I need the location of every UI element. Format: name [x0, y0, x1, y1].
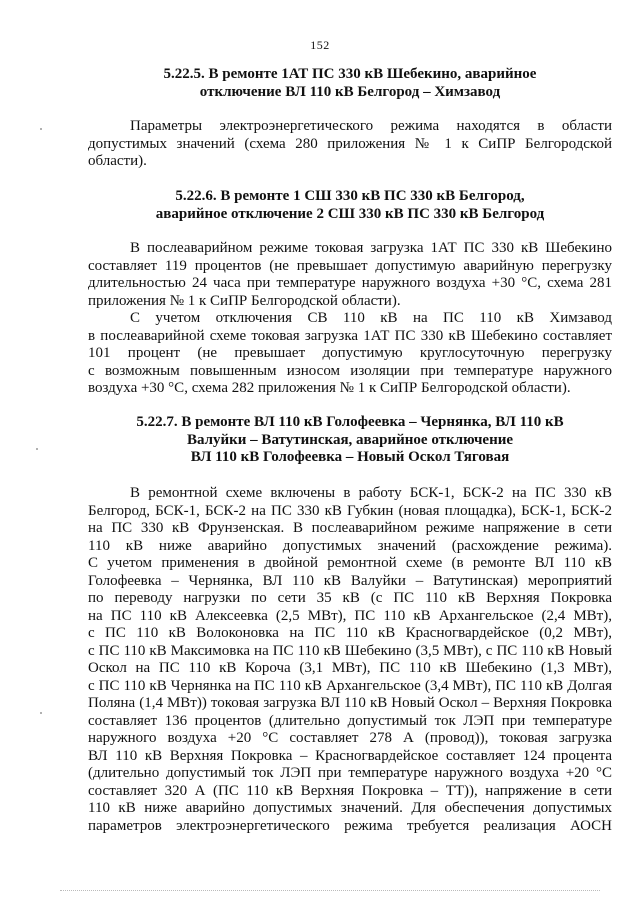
paragraph-line: приложения № 1 к СиПР Белгородской области). — [88, 292, 401, 309]
paragraph-line: В послеаварийном режиме токовая загрузка 1АТ ПС 330 кВ Шебекино — [130, 240, 612, 256]
paragraph-line: 110 кВ ниже аварийно допустимых значений. Для обеспечения допустимых — [88, 800, 612, 816]
section-5-22-7-body — [88, 485, 612, 835]
paragraph-line: по переводу нагрузки по сети 35 кВ (с ПС 110 кВ Верхняя Покровка — [88, 590, 612, 606]
heading-line: отключение ВЛ 110 кВ Белгород – Химзавод — [199, 83, 501, 100]
paragraph-line: Оскол на ПС 110 кВ Корочa (3,1 МВт), ПС 110 кВ Шебекино (1,3 МВт), — [88, 660, 612, 676]
section-5-22-5 — [88, 66, 612, 101]
paragraph-line: составляет 119 процентов (не превышает допустимую аварийную перегрузку — [88, 257, 612, 274]
paragraph-line: ВЛ 110 кВ Верхняя Покровка – Красногвардейское составляет 124 процента — [88, 747, 612, 764]
paragraph-line: С учетом применения в двойной ремонтной схеме (в ремонте ВЛ 110 кВ — [88, 555, 612, 571]
scan-speck — [36, 448, 38, 450]
scan-edge-line — [60, 890, 600, 891]
section-5-22-6 — [88, 188, 612, 223]
paragraph-line: с ПС 110 кВ Волоконовка на ПС 110 кВ Красногвардейское (0,2 МВт), — [88, 625, 612, 641]
scan-speck — [40, 712, 42, 714]
scan-speck — [40, 128, 42, 130]
section-5-22-7 — [88, 414, 612, 467]
paragraph-line: Белгород, БСК-1, БСК-2 на ПС 330 кВ Губкин (новая площадка), БСК-1, БСК-2 — [88, 502, 612, 519]
paragraph-line: Поляна (1,4 МВт)) токовая загрузка ВЛ 110 кВ Новый Оскол – Верхняя Покровка — [88, 695, 612, 711]
heading-line: ВЛ 110 кВ Голофеевка – Новый Оскол Тяговая — [190, 449, 510, 465]
heading-line: аварийное отключение 2 СШ 330 кВ ПС 330 кВ Белгород — [155, 205, 545, 222]
paragraph-line: 110 кВ ниже аварийно допустимых значений (расхождение режима). — [88, 537, 612, 554]
heading-line: 5.22.6. В ремонте 1 СШ 330 кВ ПС 330 кВ Белгород, — [175, 188, 525, 204]
heading-line: 5.22.5. В ремонте 1АТ ПС 330 кВ Шебекино, аварийное — [163, 66, 537, 82]
paragraph-line: с ПС 110 кВ Максимовка на ПС 110 кВ Шебекино (3,5 МВт), с ПС 110 кВ Новый — [88, 642, 612, 659]
paragraph — [88, 485, 612, 835]
heading-line: Валуйки – Ватутинская, аварийное отключение — [186, 431, 514, 448]
section-heading — [88, 414, 612, 467]
section-5-22-5-body — [88, 118, 612, 171]
paragraph-line: составляет 320 А (ПС 110 кВ Верхняя Покровка – ТТ)), напряжение в сети — [88, 782, 612, 799]
paragraph-line: составляет 136 процентов (длительно допустимый ток ЛЭП при температуре — [88, 712, 612, 729]
paragraph-line: В ремонтной схеме включены в работу БСК-1, БСК-2 на ПС 330 кВ — [130, 485, 612, 501]
paragraph-line: воздуха +30 °С, схема 282 приложения № 1 к СиПР Белгородской области). — [88, 380, 571, 396]
paragraph-line: наружного воздуха +20 °С составляет 278 А (провод)), токовая загрузка — [88, 730, 612, 746]
paragraph — [88, 310, 612, 398]
paragraph-line: параметров электроэнергетического режима требуется реализация АОСН — [88, 817, 612, 834]
paragraph-line: (длительно допустимый ток ЛЭП при температуре наружного воздуха +20 °С — [88, 765, 612, 781]
paragraph-line: с возможным повышенным износом изоляции при температуре наружного — [88, 362, 612, 379]
paragraph-line: в послеаварийной схеме токовая загрузка 1АТ ПС 330 кВ Шебекино составляет — [88, 327, 612, 344]
page-number: 152 — [310, 38, 330, 52]
paragraph-line: С учетом отключения СВ 110 кВ на ПС 110 кВ Химзавод — [130, 310, 612, 326]
heading-line: 5.22.7. В ремонте ВЛ 110 кВ Голофеевка – Чернянка, ВЛ 110 кВ — [136, 414, 564, 430]
paragraph-line: на ПС 330 кВ Фрунзенская. В послеаварийном режиме напряжение в сети — [88, 520, 612, 536]
paragraph — [88, 240, 612, 310]
paragraph-line: 101 процент (не превышает допустимую круглосуточную перегрузку — [88, 345, 612, 361]
paragraph-line: длительностью 24 часа при температуре наружного воздуха +30 °С, схема 281 — [88, 275, 612, 291]
paragraph-line: Параметры электроэнергетического режима находятся в области — [130, 118, 612, 134]
paragraph — [88, 118, 612, 171]
paragraph-line: с ПС 110 кВ Чернянка на ПС 110 кВ Архангельское (3,4 МВт), ПС 110 кВ Долгая — [88, 677, 612, 694]
paragraph-line: области). — [88, 153, 147, 169]
paragraph-line: Голофеевка – Чернянка, ВЛ 110 кВ Валуйки – Ватутинская) мероприятий — [88, 572, 612, 589]
section-5-22-6-body — [88, 240, 612, 398]
paragraph-line: допустимых значений (схема 280 приложения № 1 к СиПР Белгородской — [88, 135, 612, 152]
section-heading — [88, 188, 612, 223]
paragraph-line: на ПС 110 кВ Алексеевка (2,5 МВт), ПС 110 кВ Архангельское (2,4 МВт), — [88, 607, 612, 624]
section-heading — [88, 66, 612, 101]
